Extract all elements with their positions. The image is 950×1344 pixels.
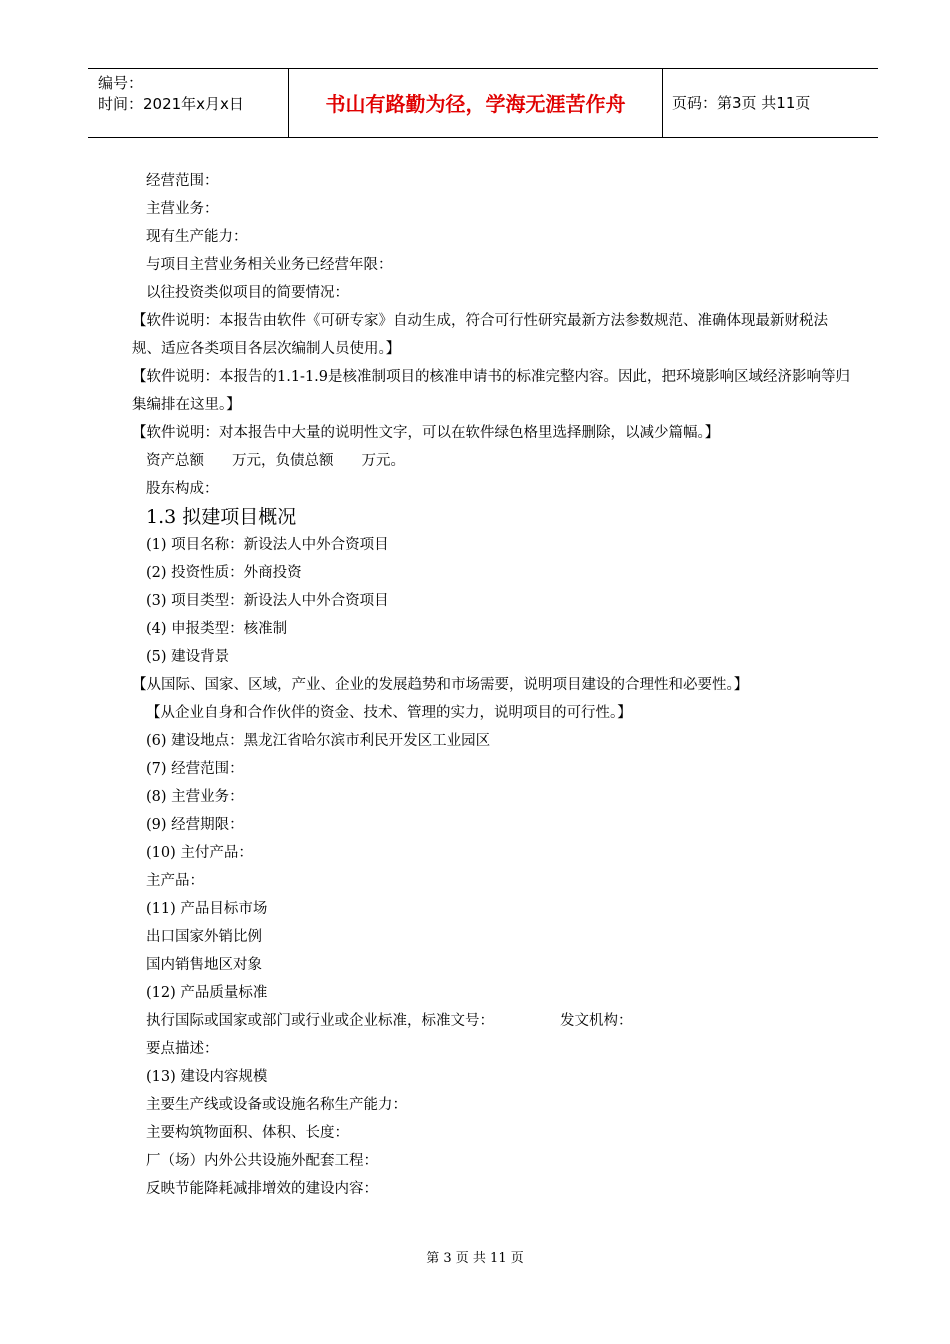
paragraph: 主营业务： [146, 201, 219, 217]
paragraph: 与项目主营业务相关业务已经营年限： [146, 257, 393, 273]
list-item: (10) 主付产品： [146, 845, 253, 861]
page-header [88, 68, 878, 138]
paragraph: 反映节能降耗减排增效的建设内容： [146, 1181, 378, 1197]
guidance-note: 【从企业自身和合作伙伴的资金、技术、管理的实力，说明项目的可行性。】 [146, 705, 632, 721]
paragraph: 国内销售地区对象 [146, 957, 262, 973]
header-motto: 书山有路勤为径，学海无涯苦作舟 [325, 92, 626, 116]
list-item: (6) 建设地点：黑龙江省哈尔滨市利民开发区工业园区 [146, 733, 491, 749]
paragraph: 主产品： [146, 873, 204, 889]
assets-label: 资产总额 [146, 453, 204, 469]
paragraph: 经营范围： [146, 173, 219, 189]
header-divider [662, 69, 663, 137]
guidance-note: 【从国际、国家、区域，产业、企业的发展趋势和市场需要，说明项目建设的合理性和必要性。】 [132, 677, 749, 693]
liabilities-label: 万元，负债总额 [232, 453, 334, 469]
list-item: (9) 经营期限： [146, 817, 244, 833]
list-item: (2) 投资性质：外商投资 [146, 565, 302, 581]
page-footer: 第 3 页 共 11 页 [426, 1251, 524, 1266]
document-body [113, 167, 855, 1203]
list-item: (1) 项目名称：新设法人中外合资项目 [146, 537, 389, 553]
paragraph: 现有生产能力： [146, 229, 248, 245]
software-note: 【软件说明：本报告的1.1-1.9是核准制项目的核准申请书的标准完整内容。因此，把环境影响区域经济影响等归集编排在这里。】 [132, 369, 851, 413]
list-item: (5) 建设背景 [146, 649, 230, 665]
issuer-label: 发文机构： [560, 1013, 633, 1029]
software-note: 【软件说明：对本报告中大量的说明性文字，可以在软件绿色格里选择删除，以减少篇幅。】 [132, 425, 720, 441]
list-item: (11) 产品目标市场 [146, 901, 268, 917]
paragraph: 股东构成： [146, 481, 219, 497]
header-page-info: 页码：第3页 共11页 [672, 94, 811, 112]
paragraph: 出口国家外销比例 [146, 929, 262, 945]
document-date: 时间：2021年x月x日 [98, 95, 244, 113]
paragraph: 厂（场）内外公共设施外配套工程： [146, 1153, 378, 1169]
header-meta [98, 73, 244, 115]
list-item: (4) 申报类型：核准制 [146, 621, 288, 637]
paragraph: 以往投资类似项目的简要情况： [146, 285, 349, 301]
list-item: (3) 项目类型：新设法人中外合资项目 [146, 593, 389, 609]
list-item: (8) 主营业务： [146, 789, 244, 805]
section-heading: 1.3 拟建项目概况 [146, 506, 297, 528]
assets-line [113, 447, 855, 475]
list-item: (12) 产品质量标准 [146, 985, 268, 1001]
paragraph: 主要生产线或设备或设施名称生产能力： [146, 1097, 407, 1113]
software-note: 【软件说明：本报告由软件《可研专家》自动生成，符合可行性研究最新方法参数规范、准确体现最新财税法规、适应各类项目各层次编制人员使用。】 [132, 313, 828, 357]
paragraph: 要点描述： [146, 1041, 219, 1057]
paragraph: 主要构筑物面积、体积、长度： [146, 1125, 349, 1141]
list-item: (7) 经营范围： [146, 761, 244, 777]
standard-line [113, 1007, 855, 1035]
list-item: (13) 建设内容规模 [146, 1069, 268, 1085]
document-number-label: 编号： [98, 74, 144, 92]
standard-label: 执行国际或国家或部门或行业或企业标准，标准文号： [146, 1013, 494, 1029]
unit-label: 万元。 [361, 453, 405, 469]
